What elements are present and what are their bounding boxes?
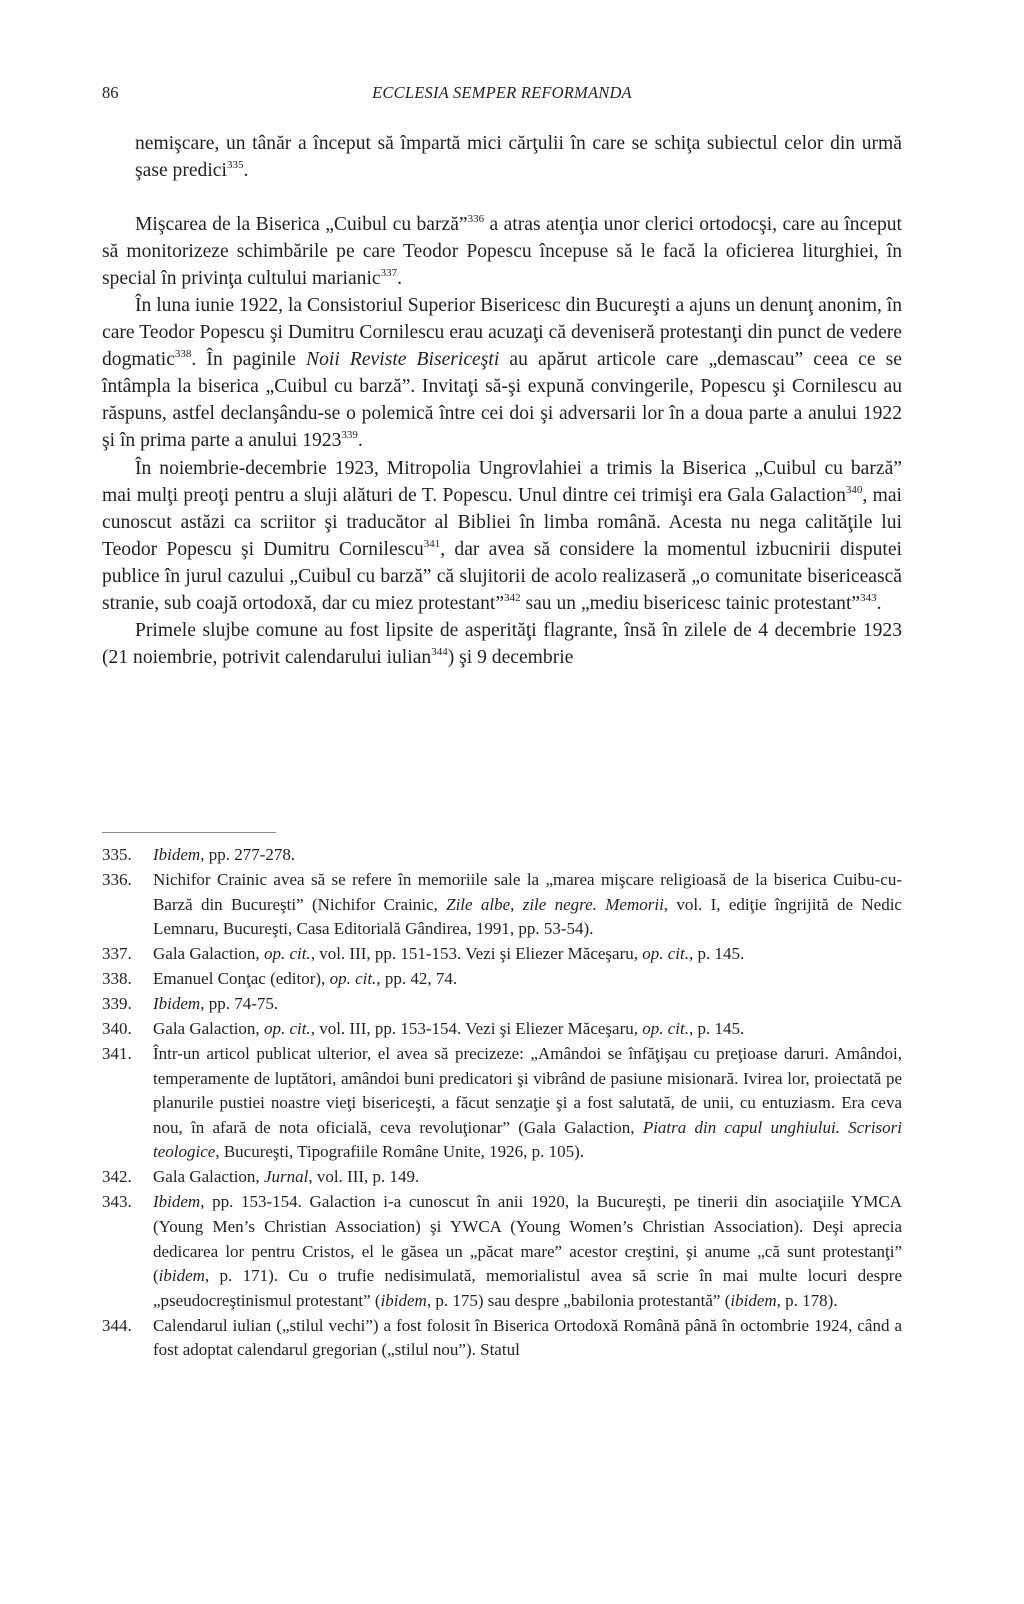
footnote-number: 336. <box>102 869 132 889</box>
footnote-text: Într-un articol publicat ulterior, el avea să precizeze: „Amândoi se înfăţişau cu preţioase daruri. Amândoi, temperamente de luptători, amândoi buni predicatori şi vibrând de pasiune misionară. Ivirea lor, proiectată pe planurile pustiei noastre vieţi bisericeşti, a făcut senzaţie şi a fost salutată, de unii, cu entuziasm. Era ceva nou, în afară de nota oficială, ceva revoluţionar” (Gala Galaction, Piatra din capul unghiului. Scrisori teologice, Bucureşti, Tipografiile Române Unite, 1926, p. 105). <box>153 1044 903 1162</box>
footnote-text: Ibidem, pp. 153-154. Galaction i-a cunoscut în anii 1920, la Bucureşti, pe tinerii din asociaţiile YMCA (Young Men’s Christian Association) şi YWCA (Young Women’s Christian Association). Deşi aprecia dedicarea lor pentru Cristos, el le găsea un „păcat mare” acestor creştini, şi anume „că sunt protestanţi” (ibidem, p. 171). Cu o trufie nedisimulată, memorialistul avea să scrie în mai multe locuri despre „pseudocreştinismul protestant” (ibidem, p. 175) sau despre „babilonia protestantă” (ibidem, p. 178). <box>153 1192 902 1310</box>
footnote-number: 343. <box>102 1192 132 1212</box>
footnote-number: 342. <box>102 1167 132 1187</box>
footnote-reference: 344 <box>431 645 448 658</box>
footnote-text: Gala Galaction, Jurnal, vol. III, p. 149. <box>153 1167 420 1187</box>
paragraph: nemişcare, un tânăr a început să împartă mici cărţulii în care se schiţa subiectul celor din urmă şase predici$^{335}$. <box>135 133 902 182</box>
footnote-text: Gala Galaction, op. cit., vol. III, pp. 151-153. Vezi şi Eliezer Măceşaru, op. cit., p. 145. <box>153 944 745 964</box>
italic-text: Ibidem <box>153 845 201 864</box>
footnote-reference: 335 <box>226 159 244 172</box>
footnote <box>102 967 902 992</box>
footnote-reference: 339 <box>341 429 358 442</box>
footnote-number: 340. <box>102 1019 132 1039</box>
footnote-number: 338. <box>102 969 132 989</box>
paragraph: În luna iunie 1922, la Consistoriul Superior Bisericesc din Bucureşti a ajuns un denunţ anonim, în care Teodor Popescu şi Dumitru Cornilescu erau acuzaţi că deveniseră protestanţi din punct de vedere dogmatic$^{338}$. În paginile Noii Reviste Bisericeşti au apărut articole care „demascau” ceea ce se întâmpla la biserica „Cuibul cu barză”. Invitaţi să-şi expună convingerile, Popescu şi Cornilescu au răspuns, astfel declanşându-se o polemică între cei doi şi adversarii lor în a doua parte a anului 1922 şi în prima parte a anului 1923$^{339}$. <box>102 295 902 452</box>
footnote-reference: 343 <box>860 591 877 604</box>
italic-text: Noii Reviste Bisericeşti <box>306 349 500 371</box>
italic-text: ibidem <box>380 1290 427 1310</box>
footnote <box>102 843 902 868</box>
footnote-separator <box>102 832 276 833</box>
footnote <box>102 942 902 967</box>
footnote-reference: 336 <box>467 213 485 226</box>
footnote-text: Calendarul iulian („stilul vechi”) a fost folosit în Biserica Ortodoxă Română până în octombrie 1924, când a fost adoptat calendarul gregorian („stilul nou”). Statul <box>153 1315 902 1360</box>
page-number: 86 <box>102 83 119 102</box>
paragraph: În noiembrie-decembrie 1923, Mitropolia Ungrovlahiei a trimis la Biserica „Cuibul cu barză” mai mulţi preoţi pentru a sluji alături de T. Popescu. Unul dintre cei trimişi era Gala Galaction$^{340}$, mai cunoscut astăzi ca scriitor şi traducător al Bibliei în limba română. Acesta nu nega calităţile lui Teodor Popescu şi Dumitru Cornilescu$^{341}$, dar avea să considere la momentul izbucnirii disputei publice în jurul cazului „Cuibul cu barză” că slujitorii de acolo realizaseră „o comunitate bisericească stranie, sub coajă ortodoxă, dar cu miez protestant”$^{342}$ sau un „mediu bisericesc tainic protestant”$^{343}$. <box>102 457 902 614</box>
footnote <box>102 1314 902 1363</box>
footnote-number: 344. <box>102 1315 132 1335</box>
body-text <box>102 130 902 671</box>
page-header <box>102 80 902 106</box>
italic-text: Jurnal <box>263 1167 309 1187</box>
italic-text: op. cit. <box>263 944 311 964</box>
footnote-reference: 342 <box>504 591 521 604</box>
footnote <box>102 992 902 1017</box>
paragraph: Primele slujbe comune au fost lipsite de asperităţi flagrante, însă în zilele de 4 decembrie 1923 (21 noiembrie, potrivit calendarului iulian$^{344}$) şi 9 decembrie <box>102 619 902 668</box>
italic-text: op. cit. <box>642 944 689 964</box>
footnote <box>102 868 902 942</box>
footnote <box>102 1165 902 1190</box>
footnote-text: Gala Galaction, op. cit., vol. III, pp. 153-154. Vezi şi Eliezer Măceşaru, op. cit., p. 145. <box>153 1019 745 1039</box>
footnote-text: Emanuel Conţac (editor), op. cit., pp. 42, 74. <box>153 969 458 989</box>
italic-text: op. cit. <box>642 1019 689 1039</box>
footnote-reference: 341 <box>423 537 441 550</box>
footnote <box>102 1190 902 1313</box>
footnote <box>102 1042 902 1165</box>
footnote-number: 341. <box>102 1044 132 1064</box>
italic-text: ibidem <box>730 1290 777 1310</box>
footnote-text: Ibidem, pp. 74-75. <box>153 994 279 1014</box>
italic-text: Zile albe, zile negre. Memorii <box>446 894 664 914</box>
italic-text: op. cit. <box>263 1019 311 1039</box>
footnote-number: 335. <box>102 845 132 864</box>
footnote-number: 337. <box>102 944 132 964</box>
italic-text: Ibidem <box>153 994 201 1014</box>
italic-text: Ibidem <box>153 1192 201 1212</box>
footnote-reference: 340 <box>845 483 863 496</box>
footnote-text: Ibidem, pp. 277-278. <box>153 845 296 864</box>
paragraph: Mişcarea de la Biserica „Cuibul cu barză”$^{336}$ a atras atenţia unor clerici ortodocşi, care au început să monitorizeze schimbările pe care Teodor Popescu începuse să le facă la oficierea liturghiei, în special în privinţa cultului marianic$^{337}$. <box>102 213 902 290</box>
footnote-reference: 337 <box>380 267 398 280</box>
italic-text: op. cit. <box>329 969 377 989</box>
footnote-text: Nichifor Crainic avea să se refere în memoriile sale la „marea mişcare religioasă de la biserica Cuibu-cu-Barză din Bucureşti” (Nichifor Crainic, Zile albe, zile negre. Memorii, vol. I, ediţie îngrijită de Nedic Lemnaru, Bucureşti, Casa Editorială Gândirea, 1991, pp. 53-54). <box>153 869 902 939</box>
footnote-number: 339. <box>102 994 132 1014</box>
italic-text: ibidem <box>158 1266 205 1286</box>
italic-text: Piatra din capul unghiului. Scrisori teologice <box>153 1117 903 1162</box>
running-title: ECCLESIA SEMPER REFORMANDA <box>372 83 632 102</box>
footnotes <box>102 843 902 1363</box>
footnote-reference: 338 <box>174 348 192 361</box>
footnote <box>102 1017 902 1042</box>
